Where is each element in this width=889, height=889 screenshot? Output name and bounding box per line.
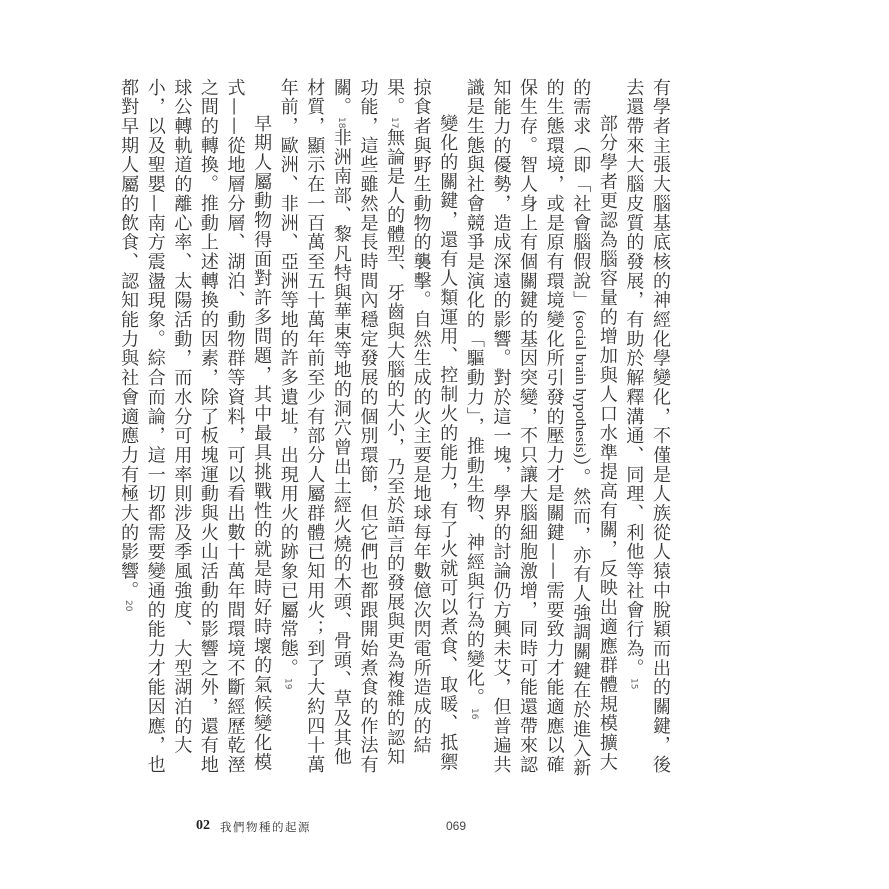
paragraph <box>460 78 620 778</box>
footnote-marker: 20 <box>123 600 134 612</box>
latin-term: (social brain hypothesis) <box>572 310 589 458</box>
footnote-marker: 16 <box>468 707 479 720</box>
footnote-marker: 17 <box>389 116 400 129</box>
body-text: 無論是人的體型、牙齒與大腦的大小，乃至於語言的發展與更為複雜的認知功能，這些雖然是長時間內穩定發展的個別環節，但它們也都跟開始煮食的作法有關。 <box>330 78 406 775</box>
chapter-number: 02 <box>196 818 210 833</box>
paragraph <box>115 78 275 778</box>
body-text: ）。然而，亦有人強調關鍵在於進入新的生態環境，或是原有環境變化所引發的壓力才是關鍵——需要致力才能適應以確保生存。智人身上有個關鍵的基因突變，不只讓大腦細胞激增，同時可能還帶來認知能力的優勢，造成深遠的影響。對於這一塊，學界的討論仍方興未艾，但普遍共識是生態與社會競爭是演化的「驅動力」，推動生物、神經與行為的變化。 <box>463 78 592 778</box>
body-text: 非洲南部、黎凡特與華東等地的洞穴曾出土經火燒的木頭、骨頭、草及其他材質，顯示在一百萬至五十萬年前至少有部分人屬群體已知用火；到了大約四十萬年前，歐洲、非洲、亞洲等地的許多遺址，出現用火的跡象已屬常態。 <box>277 78 352 775</box>
footnote-marker: 18 <box>335 116 346 129</box>
body-text: 有學者主張大腦基底核的神經化學變化，不僅是人族從人猿中脫穎而出的關鍵，後去還帶來大腦皮質的發展，有助於解釋溝通、同理、利他等社會行為。 <box>623 78 671 775</box>
paragraph <box>620 78 673 778</box>
footnote-marker: 19 <box>282 677 293 690</box>
page-footer <box>196 818 496 838</box>
chapter-title: 我們物種的起源 <box>220 820 311 834</box>
page-number: 069 <box>446 819 467 833</box>
body-text: 早期人屬動物得面對許多問題，其中最具挑戰性的就是時好時壞的氣候變化模式——從地層分層、湖泊、動物群等資料，可以看出數十萬年間環境不斷經歷乾溼之間的轉換。推動上述轉換的因素，除了板塊運動與火山活動的影響之外，還有地球公轉軌道的離心率、太陽活動，而水分可用率則涉及季風強度、大型湖泊的大小，以及聖嬰—南方震盪現象。綜合而論，這一切都需要變通的能力才能因應，也都對早期人屬的飲食、認知能力與社會適應力有極大的影響。 <box>118 78 273 775</box>
footnote-marker: 15 <box>628 677 639 690</box>
vertical-text-body <box>115 78 673 778</box>
body-text: 部分學者更認為腦容量的增加與人口水準提高有關，反映出適應群體規模擴大的需求（即「社會腦假說」 <box>570 78 618 772</box>
paragraph <box>274 78 460 778</box>
body-text: 變化的關鍵，還有人類運用、控制火的能力，有了火就可以煮食、取暖、抵禦掠食者與野生動物的襲擊。自然生成的火主要是地球每年數億次閃電所造成的結果。 <box>384 78 459 772</box>
